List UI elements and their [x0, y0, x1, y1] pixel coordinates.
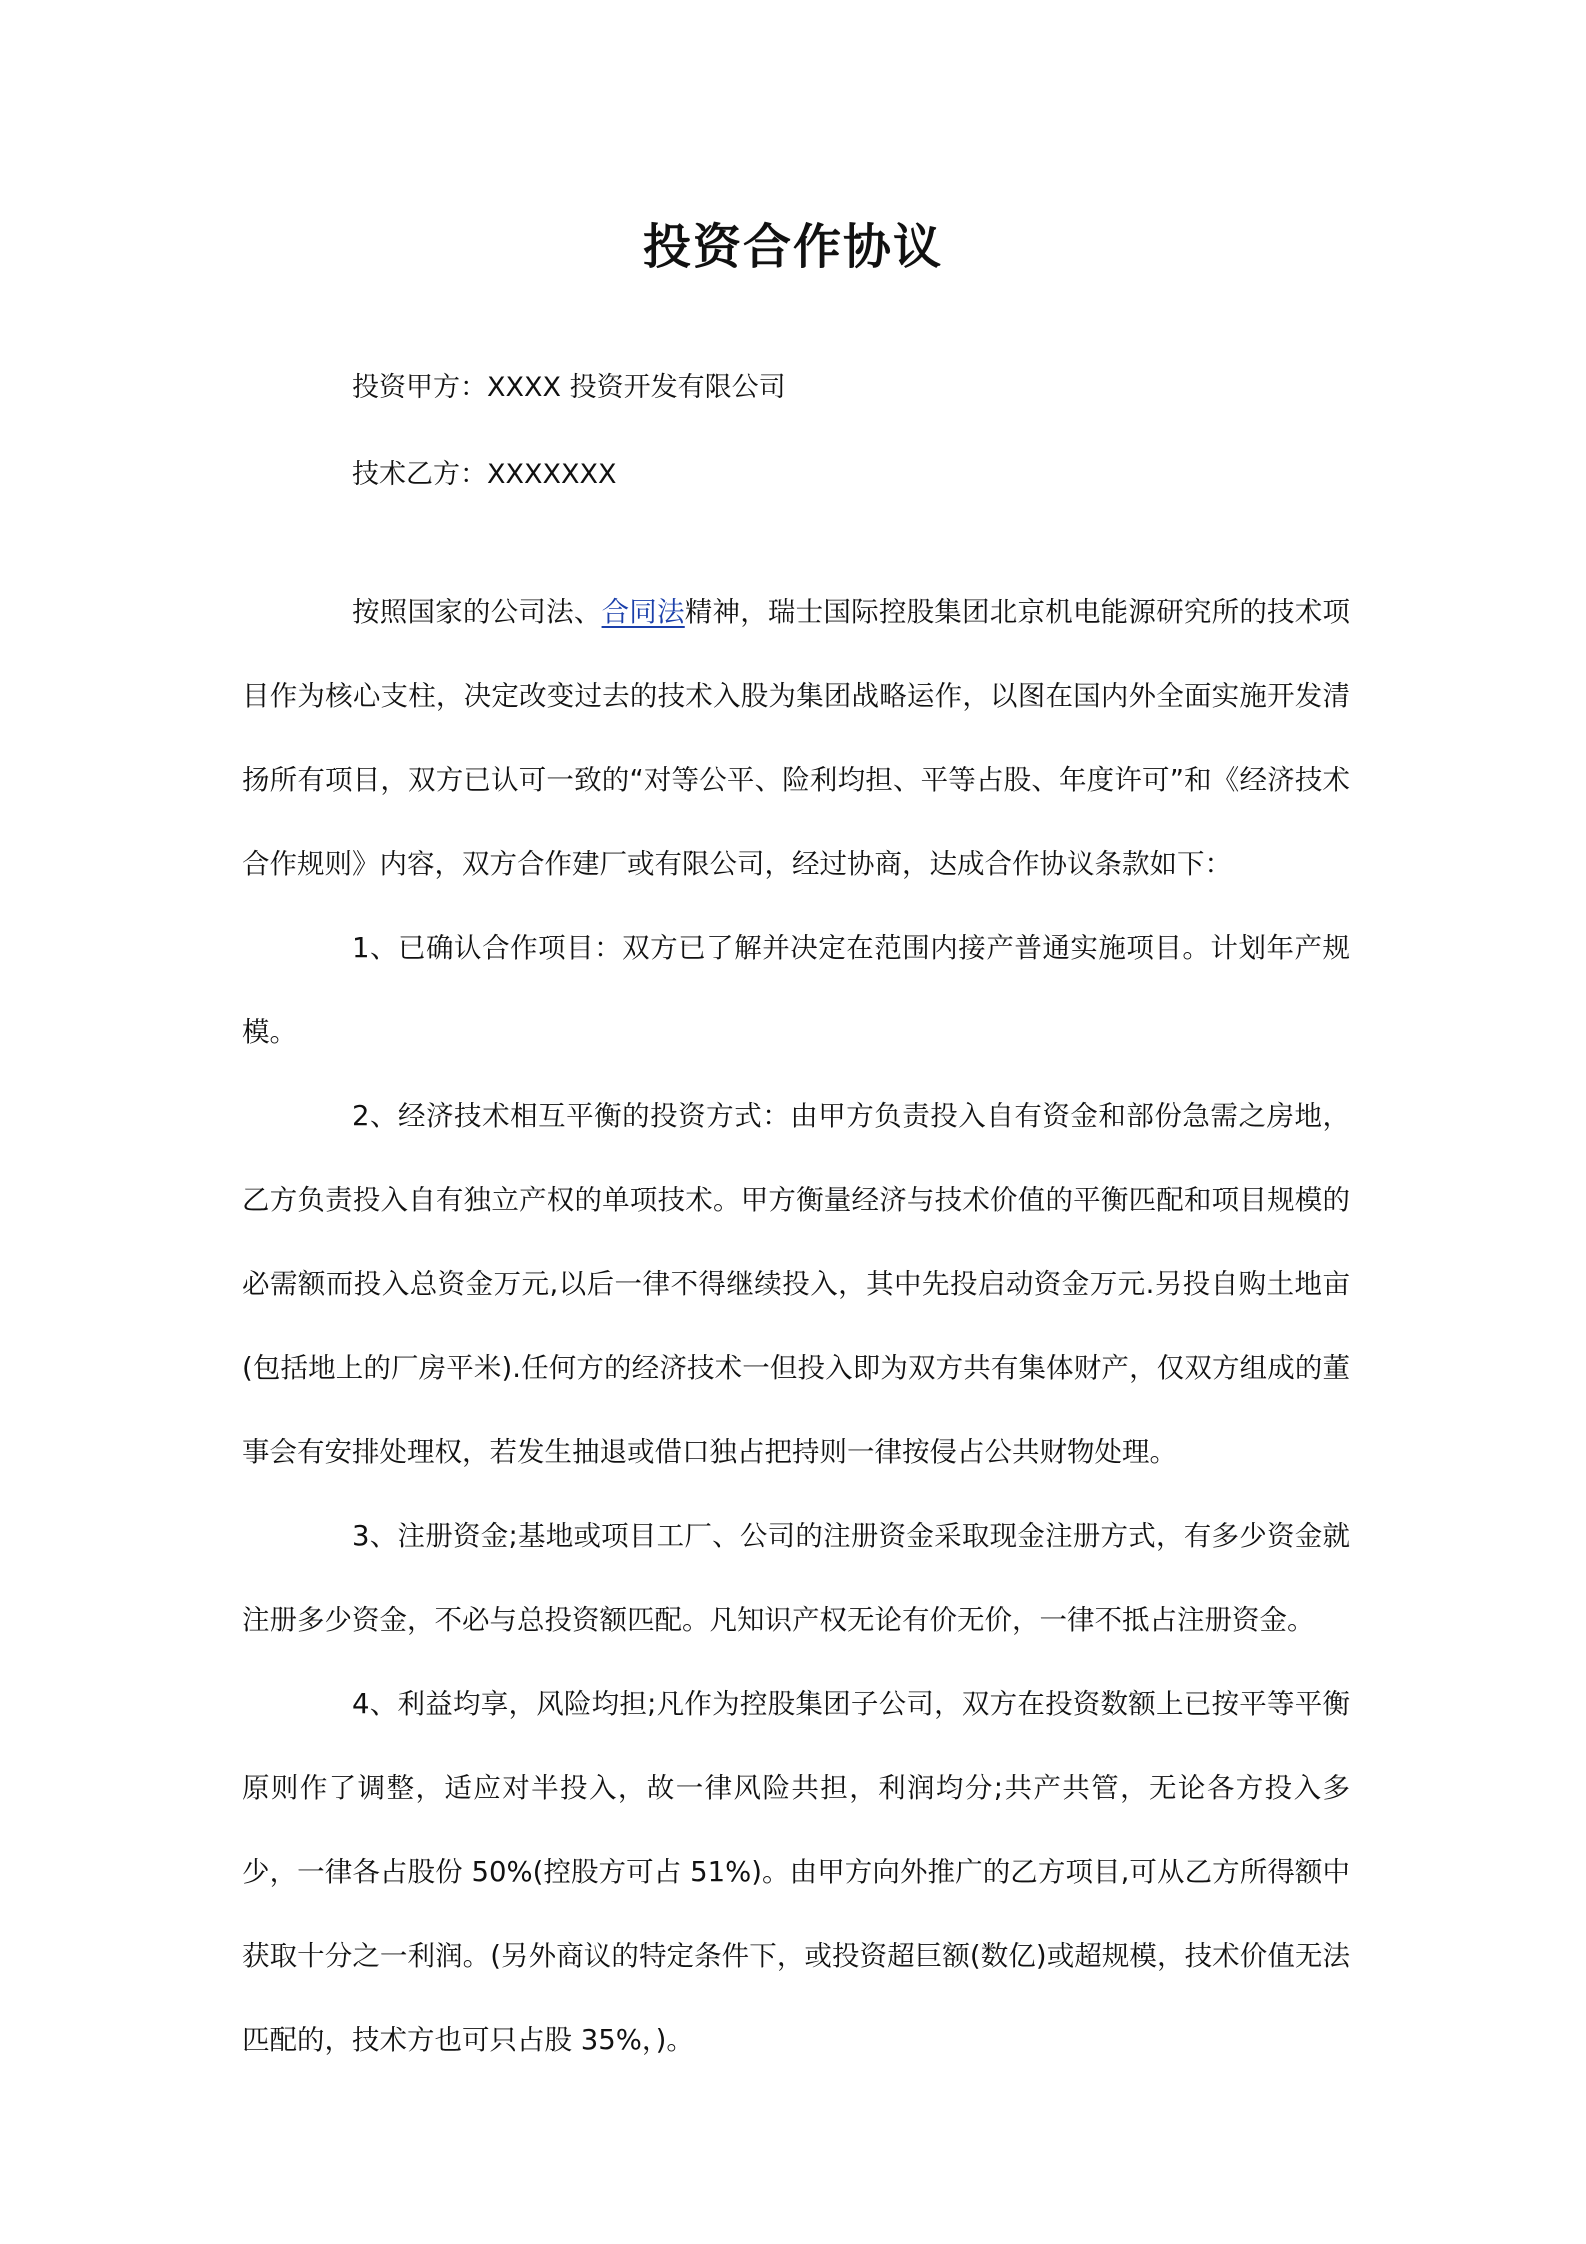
party-a-line: 投资甲方：XXXX 投资开发有限公司	[352, 372, 786, 403]
clause-4: 4、利益均享，风险均担;凡作为控股集团子公司，双方在投资数额上已按平等平衡原则作了调整，适应对半投入，故一律风险共担，利润均分;共产共管，无论各方投入多少，一律各占股份 50%(控股方可占 51%)。由甲方向外推广的乙方项目,可从乙方所得额中获取十分之一利润。(另外商议的特定条件下，或投资超巨额(数亿)或超规模，技术价值无法匹配的，技术方也可只占股 35%，)。	[242, 1688, 1350, 2056]
clause-3: 3、注册资金;基地或项目工厂、公司的注册资金采取现金注册方式，有多少资金就注册多少资金，不必与总投资额匹配。凡知识产权无论有价无价，一律不抵占注册资金。	[242, 1520, 1350, 1636]
contract-law-link[interactable]: 合同法	[601, 596, 685, 628]
document-title: 投资合作协议	[642, 219, 943, 275]
intro-text-after-link: 精神，瑞士国际控股集团北京机电能源研究所的技术项目作为核心支柱，决定改变过去的技术入股为集团战略运作，以图在国内外全面实施开发清扬所有项目，双方已认可一致的“对等公平、险利均担、平等占股、年度许可”和《经济技术合作规则》内容，双方合作建厂或有限公司，经过协商，达成合作协议条款如下：	[242, 596, 1351, 880]
intro-text-before-link: 按照国家的公司法、	[352, 596, 602, 628]
clause-1: 1、已确认合作项目：双方已了解并决定在范围内接产普通实施项目。计划年产规模。	[242, 932, 1350, 1048]
agreement-body	[242, 570, 1350, 2082]
clause-2: 2、经济技术相互平衡的投资方式：由甲方负责投入自有资金和部份急需之房地，乙方负责投入自有独立产权的单项技术。甲方衡量经济与技术价值的平衡匹配和项目规模的必需额而投入总资金万元,以后一律不得继续投入，其中先投启动资金万元.另投自购土地亩(包括地上的厂房平米).任何方的经济技术一但投入即为双方共有集体财产，仅双方组成的董事会有安排处理权，若发生抽退或借口独占把持则一律按侵占公共财物处理。	[242, 1100, 1350, 1468]
party-b-line: 技术乙方：XXXXXXX	[352, 459, 617, 490]
intro-paragraph	[242, 570, 1350, 906]
